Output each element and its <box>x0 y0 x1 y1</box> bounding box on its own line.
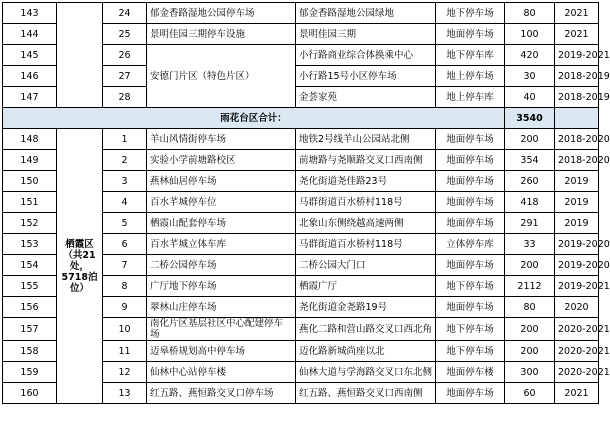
subtotal-value: 3540 <box>505 108 555 129</box>
construction-year: 2019-2020 <box>555 234 599 255</box>
row-index: 150 <box>3 171 57 192</box>
item-number: 7 <box>103 255 147 276</box>
item-number: 6 <box>103 234 147 255</box>
table-row <box>3 3 599 24</box>
parking-spaces: 200 <box>505 255 555 276</box>
item-number: 8 <box>103 276 147 297</box>
row-index: 146 <box>3 66 57 87</box>
parking-name: 景明佳园三期停车设施 <box>147 24 296 45</box>
parking-name: 羊山风情街停车场 <box>147 129 296 150</box>
parking-type: 地上停车库 <box>436 87 505 108</box>
parking-spaces: 2112 <box>505 276 555 297</box>
item-number: 10 <box>103 318 147 341</box>
parking-address: 燕化二路和营山路交叉口西北角 <box>296 318 436 341</box>
parking-table <box>2 2 610 404</box>
row-index: 151 <box>3 192 57 213</box>
item-number: 5 <box>103 213 147 234</box>
row-index: 156 <box>3 297 57 318</box>
subtotal-row <box>3 108 599 129</box>
row-index: 144 <box>3 24 57 45</box>
parking-spaces: 30 <box>505 66 555 87</box>
parking-name: 迈皋桥规划高中停车场 <box>147 341 296 362</box>
parking-type: 地下停车场 <box>436 318 505 341</box>
parking-type: 地面停车场 <box>436 255 505 276</box>
construction-year: 2019 <box>555 192 599 213</box>
parking-type: 立体停车库 <box>436 234 505 255</box>
subtotal-label: 雨花台区合计： <box>3 108 505 129</box>
parking-spaces: 420 <box>505 45 555 66</box>
construction-year: 2019 <box>555 213 599 234</box>
construction-year: 2020-2021 <box>555 341 599 362</box>
parking-spaces: 418 <box>505 192 555 213</box>
parking-spaces: 80 <box>505 3 555 24</box>
construction-year: 2020 <box>555 297 599 318</box>
parking-type: 地面停车场 <box>436 213 505 234</box>
row-index: 143 <box>3 3 57 24</box>
row-index: 145 <box>3 45 57 66</box>
item-number: 25 <box>103 24 147 45</box>
parking-spaces: 260 <box>505 171 555 192</box>
item-number: 26 <box>103 45 147 66</box>
construction-year: 2021 <box>555 24 599 45</box>
row-index: 160 <box>3 383 57 404</box>
parking-type: 地面停车场 <box>436 171 505 192</box>
construction-year: 2019-2021 <box>555 45 599 66</box>
parking-address: 二桥公园大门口 <box>296 255 436 276</box>
parking-address: 马群街道百水桥村118号 <box>296 192 436 213</box>
parking-address: 红五路、燕恒路交叉口西南侧 <box>296 383 436 404</box>
parking-address: 前塘路与尧顺路交叉口西南侧 <box>296 150 436 171</box>
item-number: 13 <box>103 383 147 404</box>
row-index: 159 <box>3 362 57 383</box>
parking-address: 尧化街道金尧路19号 <box>296 297 436 318</box>
parking-spaces: 200 <box>505 318 555 341</box>
parking-name: 仙林中心站停车楼 <box>147 362 296 383</box>
table-row <box>3 129 599 150</box>
parking-type: 地面停车场 <box>436 383 505 404</box>
item-number: 12 <box>103 362 147 383</box>
parking-name: 红五路、燕恒路交叉口停车场 <box>147 383 296 404</box>
parking-name: 郁金香路湿地公园停车场 <box>147 3 296 24</box>
construction-year: 2019-2021 <box>555 276 599 297</box>
item-number: 2 <box>103 150 147 171</box>
parking-address: 小行路15号小区停车场 <box>296 66 436 87</box>
parking-type: 地面停车场 <box>436 150 505 171</box>
parking-address: 北象山东侧绕越高速两侧 <box>296 213 436 234</box>
construction-year: 2021 <box>555 383 599 404</box>
parking-type: 地面停车楼 <box>436 362 505 383</box>
construction-year: 2018-2019 <box>555 87 599 108</box>
item-number: 3 <box>103 171 147 192</box>
construction-year: 2021 <box>555 3 599 24</box>
parking-name: 百水芊城停车位 <box>147 192 296 213</box>
construction-year: 2019-2020 <box>555 255 599 276</box>
parking-spaces: 100 <box>505 24 555 45</box>
parking-spaces: 354 <box>505 150 555 171</box>
parking-address: 景明佳园三期 <box>296 24 436 45</box>
row-index: 153 <box>3 234 57 255</box>
parking-address: 地铁2号线羊山公园站北侧 <box>296 129 436 150</box>
row-index: 158 <box>3 341 57 362</box>
parking-type: 地下停车场 <box>436 341 505 362</box>
parking-spaces: 80 <box>505 297 555 318</box>
parking-type: 地下停车场 <box>436 276 505 297</box>
row-index: 149 <box>3 150 57 171</box>
parking-spaces: 60 <box>505 383 555 404</box>
row-index: 154 <box>3 255 57 276</box>
parking-address: 栖霞广厅 <box>296 276 436 297</box>
construction-year: 2018-2019 <box>555 66 599 87</box>
parking-type: 地面停车场 <box>436 192 505 213</box>
parking-spaces: 200 <box>505 129 555 150</box>
parking-name: 实验小学前塘路校区 <box>147 150 296 171</box>
parking-address: 仙林大道与学海路交叉口东北侧 <box>296 362 436 383</box>
parking-address: 小行路商业综合体换乘中心 <box>296 45 436 66</box>
parking-name: 二桥公园停车场 <box>147 255 296 276</box>
district-label: 栖霞区 （共21处， 5718泊位） <box>57 129 103 404</box>
parking-address: 迈化路新城尚座以北 <box>296 341 436 362</box>
parking-type: 地上停车场 <box>436 66 505 87</box>
parking-name: 广厅地下停车场 <box>147 276 296 297</box>
parking-name: 翠林山庄停车场 <box>147 297 296 318</box>
construction-year: 2018-2020 <box>555 150 599 171</box>
parking-name: 百水芊城立体车库 <box>147 234 296 255</box>
construction-year: 2018-2020 <box>555 129 599 150</box>
parking-type: 地面停车场 <box>436 129 505 150</box>
item-number: 1 <box>103 129 147 150</box>
row-index: 148 <box>3 129 57 150</box>
row-index: 155 <box>3 276 57 297</box>
parking-address: 金荟家苑 <box>296 87 436 108</box>
parking-address: 郁金香路湿地公园绿地 <box>296 3 436 24</box>
parking-name: 燕林仙居停车场 <box>147 171 296 192</box>
parking-type: 地下停车库 <box>436 45 505 66</box>
parking-type: 地面停车场 <box>436 297 505 318</box>
parking-spaces: 200 <box>505 341 555 362</box>
construction-year: 2020-2021 <box>555 362 599 383</box>
item-number: 27 <box>103 66 147 87</box>
parking-spaces: 33 <box>505 234 555 255</box>
row-index: 152 <box>3 213 57 234</box>
item-number: 28 <box>103 87 147 108</box>
parking-type: 地下停车场 <box>436 3 505 24</box>
item-number: 24 <box>103 3 147 24</box>
parking-type: 地面停车场 <box>436 24 505 45</box>
item-number: 4 <box>103 192 147 213</box>
construction-year: 2020-2021 <box>555 318 599 341</box>
row-index: 147 <box>3 87 57 108</box>
row-index: 157 <box>3 318 57 341</box>
parking-spaces: 291 <box>505 213 555 234</box>
construction-year: 2019 <box>555 171 599 192</box>
parking-address: 尧化街道尧佳路23号 <box>296 171 436 192</box>
parking-spaces: 300 <box>505 362 555 383</box>
item-number: 11 <box>103 341 147 362</box>
parking-name-merged: 安德门片区（特色片区） <box>147 45 296 108</box>
district-cell-empty <box>57 3 103 108</box>
parking-address: 马群街道百水桥村118号 <box>296 234 436 255</box>
subtotal-empty <box>555 108 599 129</box>
parking-spaces: 40 <box>505 87 555 108</box>
parking-name: 南化片区基层社区中心配建停车场 <box>147 318 296 341</box>
parking-name: 栖霞山配套停车场 <box>147 213 296 234</box>
item-number: 9 <box>103 297 147 318</box>
